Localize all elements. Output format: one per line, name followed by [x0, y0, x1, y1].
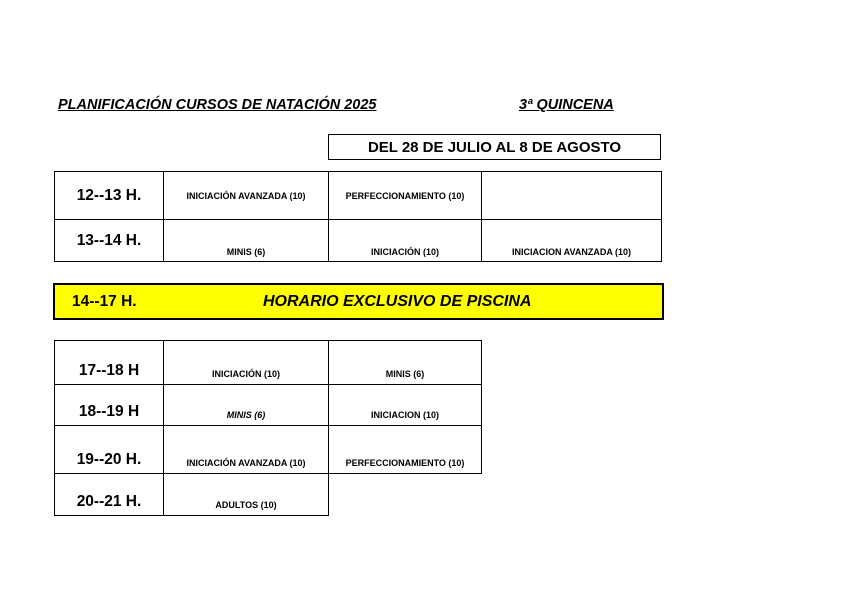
table-row	[55, 172, 662, 220]
course-cell: INICIACIÓN AVANZADA (10)	[164, 172, 329, 220]
course-cell	[482, 172, 662, 220]
table-row	[55, 220, 662, 262]
page-title: PLANIFICACIÓN CURSOS DE NATACIÓN 2025	[58, 97, 377, 113]
hour-cell: 20--21 H.	[55, 474, 164, 516]
hour-cell: 17--18 H	[55, 341, 164, 385]
course-cell: MINIS (6)	[329, 341, 482, 385]
hour-cell: 12--13 H.	[55, 172, 164, 220]
hour-cell: 13--14 H.	[55, 220, 164, 262]
course-cell: INICIACIÓN (10)	[329, 220, 482, 262]
table-row	[55, 385, 482, 426]
course-cell: INICIACIÓN AVANZADA (10)	[164, 426, 329, 474]
table-row	[55, 426, 482, 474]
exclusive-hour: 14--17 H.	[72, 293, 137, 310]
course-cell: ADULTOS (10)	[164, 474, 329, 516]
course-cell: INICIACION AVANZADA (10)	[482, 220, 662, 262]
period-label: 3ª QUINCENA	[519, 97, 614, 113]
table-row	[55, 341, 482, 385]
exclusive-label: HORARIO EXCLUSIVO DE PISCINA	[263, 293, 532, 310]
course-cell: INICIACION (10)	[329, 385, 482, 426]
hour-cell: 19--20 H.	[55, 426, 164, 474]
afternoon-schedule-table	[54, 340, 482, 516]
empty-cell	[329, 474, 482, 516]
date-range-box: DEL 28 DE JULIO AL 8 DE AGOSTO	[328, 134, 661, 160]
exclusive-pool-banner	[53, 283, 664, 320]
course-cell: MINIS (6)	[164, 385, 329, 426]
course-cell: INICIACIÓN (10)	[164, 341, 329, 385]
table-row	[55, 474, 482, 516]
morning-schedule-table	[54, 171, 662, 262]
hour-cell: 18--19 H	[55, 385, 164, 426]
course-cell: PERFECCIONAMIENTO (10)	[329, 426, 482, 474]
course-cell: PERFECCIONAMIENTO (10)	[329, 172, 482, 220]
course-cell: MINIS (6)	[164, 220, 329, 262]
